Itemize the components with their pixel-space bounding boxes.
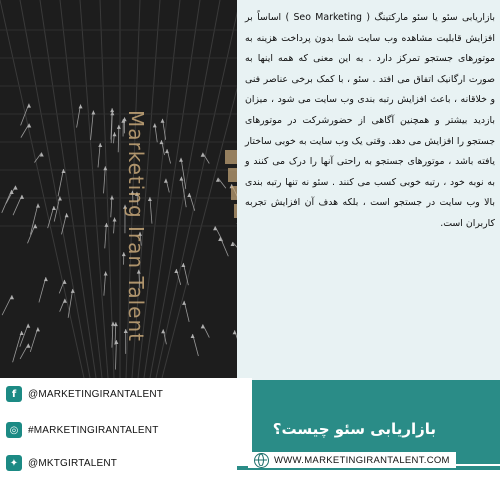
arrow-icon (148, 197, 152, 224)
arrow-icon (165, 149, 171, 163)
arrow-icon (104, 271, 108, 295)
arrow-icon (182, 301, 189, 322)
arrow-icon (91, 111, 96, 140)
arrow-icon (60, 299, 67, 312)
social-facebook[interactable] (6, 386, 163, 402)
arrow-icon (2, 295, 14, 315)
facebook-icon: f (6, 386, 22, 402)
facebook-handle: @MARKETINGIRANTALENT (28, 388, 164, 400)
background-photo (0, 0, 252, 378)
twitter-handle: @MKTGIRTALENT (28, 457, 118, 469)
website-link[interactable] (248, 452, 456, 468)
social-links (0, 378, 252, 500)
arrow-icon (34, 152, 43, 162)
arrow-icon (164, 179, 169, 193)
arrow-icon (13, 331, 24, 362)
article-body: بازاریابی سئو یا سئو مارکتینگ ( Seo Marketing ) اساساً بر افزایش قابلیت مشاهده وب سایت شما بدون پرداخت هزینه به موتورهای جستجو تمرکز دارد . به این معنی که همه اینها به صورت ارگانیک اتفاق می افتد . سئو ، با کمک برخی عناصر فنی و خلاقانه ، باعث افزایش رتبه بندی وب سایت می شود ، میزان بازدید بیشتر و همچنین آگاهی از حضورشرکت در موتورهای جستجو را افزایش می دهد. وقتی یک وب سایت به خوبی ساختار یافته باشد ، موتورهای جستجو به راحتی آنها را درک می کنند و به نوبه خود ، رتبه خوبی کسب می کنند . سئو نه تنها رتبه بندی بالا وب سایت در جستجو است ، بلکه هدف آن افزایش تجربه کاربران است. (245, 12, 495, 229)
arrow-icon (30, 327, 40, 352)
arrow-icon (187, 193, 195, 211)
article-panel (237, 0, 500, 380)
website-url: WWW.MARKETINGIRANTALENT.COM (274, 454, 450, 466)
arrow-icon (48, 206, 56, 228)
arrow-icon (110, 195, 114, 217)
arrow-icon (161, 119, 166, 140)
arrow-icon (216, 178, 226, 189)
arrow-icon (191, 334, 199, 356)
social-twitter[interactable] (6, 455, 117, 471)
twitter-icon: ✦ (6, 455, 22, 471)
arrow-icon (98, 143, 102, 167)
watermark-text: Marketing Iran Talent (124, 110, 148, 342)
arrow-icon (39, 277, 48, 302)
arrow-icon (113, 218, 117, 234)
arrow-icon (153, 123, 157, 142)
arrow-icon (30, 204, 40, 235)
instagram-icon: ◎ (6, 422, 22, 438)
arrow-icon (61, 213, 68, 234)
arrow-icon (68, 289, 75, 318)
instagram-handle: #MARKETINGIRANTALENT (28, 424, 159, 436)
globe-icon (254, 453, 269, 468)
arrow-icon (20, 324, 30, 347)
arrow-icon (77, 104, 83, 127)
arrow-icon (2, 190, 14, 213)
arrow-icon (104, 223, 108, 248)
arrow-icon (218, 237, 228, 256)
arrow-icon (181, 263, 188, 285)
page-title: بازاریابی سئو چیست؟ (272, 420, 436, 438)
arrow-icon (201, 324, 210, 337)
arrow-icon (6, 186, 18, 204)
social-instagram[interactable] (6, 422, 159, 438)
arrow-icon (20, 344, 30, 359)
arrow-icon (58, 169, 65, 196)
